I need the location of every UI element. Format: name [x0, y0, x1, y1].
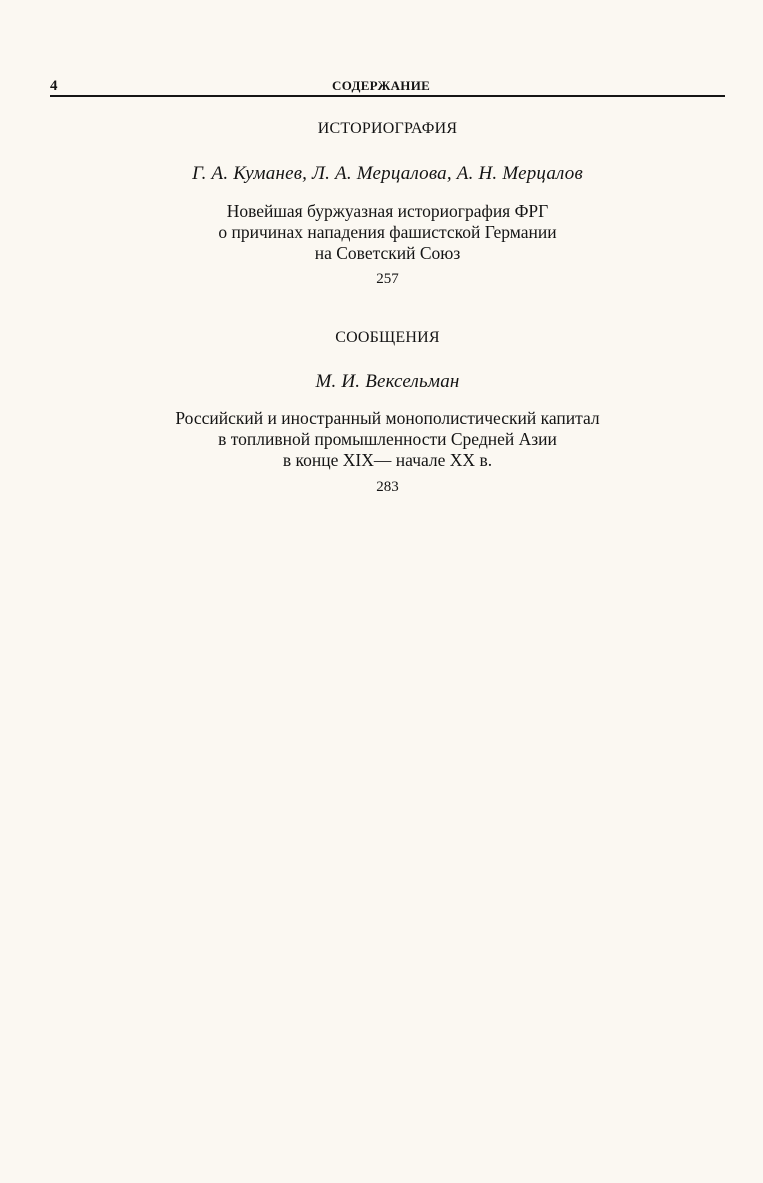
header-rule — [50, 95, 725, 97]
entry-title-line: Новейшая буржуазная историография ФРГ — [226, 201, 549, 221]
running-head: СОДЕРЖАНИЕ — [332, 78, 431, 93]
entry-title — [50, 201, 725, 264]
entry-authors: М. И. Вексельман — [315, 371, 460, 392]
entry-page-number: 283 — [376, 479, 399, 495]
section-heading-reports: СООБЩЕНИЯ — [335, 329, 440, 346]
entry-authors: Г. А. Куманев, Л. А. Мерцалова, А. Н. Мерцалов — [192, 163, 583, 184]
section-heading-historiography: ИСТОРИОГРАФИЯ — [317, 120, 458, 137]
page-number: 4 — [50, 78, 58, 94]
entry-title-line: в топливной промышленности Средней Азии — [218, 429, 557, 449]
page-header — [50, 72, 725, 98]
entry-title — [50, 408, 725, 471]
entry-page-number: 257 — [376, 271, 399, 287]
entry-title-line: на Советский Союз — [314, 243, 461, 263]
entry-title-line: Российский и иностранный монополистический капитал — [175, 408, 600, 428]
entry-title-line: о причинах нападения фашистской Германии — [218, 222, 557, 242]
entry-title-line: в конце XIX— начале XX в. — [282, 450, 493, 470]
